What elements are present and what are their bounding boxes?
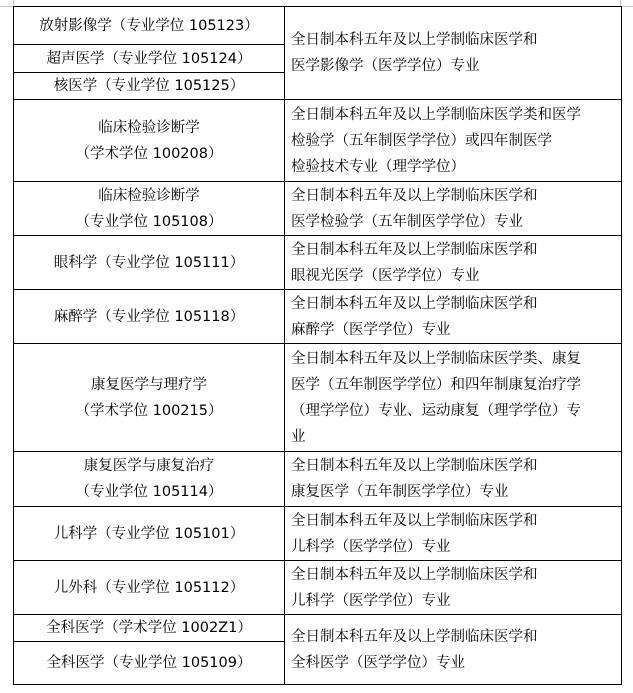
requirement-line: 全日制本科五年及以上学制临床医学和: [291, 187, 538, 204]
requirement-line: 医学影像学（医学学位）专业: [291, 58, 480, 74]
requirement-line: 检验学（五年制医学学位）或四年制医学: [291, 132, 552, 149]
major-name: 临床检验诊断学: [98, 119, 200, 136]
requirement-line: 康复医学（五年制医学学位）专业: [291, 484, 509, 500]
requirement-line: 眼视光医学（医学学位）专业: [291, 267, 480, 284]
crop-mark-top-right-h: [621, 6, 633, 7]
major-name: 核医学（专业学位 105125）: [53, 78, 245, 94]
requirement-line: 全日制本科五年及以上学制临床医学和: [291, 241, 538, 258]
major-name: 康复医学与理疗学: [91, 376, 207, 393]
major-name: 临床检验诊断学: [98, 187, 200, 204]
requirement-cell: [285, 7, 622, 100]
requirement-line: 全科医学（医学学位）专业: [291, 654, 465, 671]
requirement-line: 麻醉学（医学学位）专业: [291, 321, 451, 338]
major-cell: [14, 615, 285, 642]
requirement-line: 全日制本科五年及以上学制临床医学类和医学: [291, 106, 581, 123]
major-name: 儿科学（专业学位 105101）: [53, 525, 245, 542]
table-row: [14, 7, 622, 45]
table-row: [14, 615, 622, 642]
major-cell: [14, 73, 285, 100]
table-row: [14, 100, 622, 182]
requirement-line: 儿科学（医学学位）专业: [291, 538, 451, 555]
requirement-cell: [285, 182, 622, 236]
degree-code: （学术学位 100208）: [75, 145, 223, 162]
requirement-line: 全日制本科五年及以上学制临床医学和: [291, 458, 538, 474]
major-name: 儿外科（专业学位 105112）: [53, 579, 245, 596]
table-row: [14, 236, 622, 290]
requirement-cell: [285, 236, 622, 290]
requirement-cell: [285, 507, 622, 561]
requirement-line: （理学学位）专业、运动康复（理学学位）专: [291, 402, 581, 419]
major-name: 全科医学（专业学位 105109）: [46, 655, 252, 671]
major-cell: [14, 452, 285, 507]
major-name: 超声医学（专业学位 105124）: [46, 50, 252, 67]
requirement-cell: [285, 615, 622, 685]
major-cell: [14, 290, 285, 344]
major-cell: [14, 344, 285, 452]
requirement-cell: [285, 290, 622, 344]
major-cell: [14, 561, 285, 615]
requirement-cell: [285, 100, 622, 182]
degree-code: （专业学位 105108）: [75, 213, 223, 230]
requirement-line: 全日制本科五年及以上学制临床医学和: [291, 566, 538, 583]
table-row: [14, 344, 622, 452]
requirement-line: 全日制本科五年及以上学制临床医学和: [291, 32, 538, 48]
requirement-cell: [285, 344, 622, 452]
requirement-cell: [285, 561, 622, 615]
requirement-line: 全日制本科五年及以上学制临床医学类、康复: [291, 350, 581, 367]
major-name: 放射影像学（专业学位 105123）: [39, 17, 259, 34]
major-cell: [14, 236, 285, 290]
requirement-line: 医学检验学（五年制医学学位）专业: [291, 213, 523, 230]
major-cell: [14, 507, 285, 561]
degree-code: （专业学位 105114）: [75, 484, 223, 500]
major-cell: [14, 100, 285, 182]
requirement-line: 医学（五年制医学学位）和四年制康复治疗学: [291, 376, 581, 393]
crop-mark-top-left-h: [0, 6, 13, 7]
requirement-line: 全日制本科五年及以上学制临床医学和: [291, 295, 538, 312]
major-name: 麻醉学（专业学位 105118）: [53, 308, 245, 325]
degree-code: （学术学位 100215）: [75, 402, 223, 419]
major-cell: [14, 7, 285, 45]
requirement-line: 全日制本科五年及以上学制临床医学和: [291, 512, 538, 529]
major-cell: [14, 45, 285, 73]
requirement-line: 业: [291, 428, 306, 445]
requirement-cell: [285, 452, 622, 507]
table-row: [14, 290, 622, 344]
admission-requirements-table: [13, 6, 622, 685]
table-row: [14, 182, 622, 236]
major-cell: [14, 182, 285, 236]
major-name: 康复医学与康复治疗: [83, 458, 215, 474]
table-row: [14, 452, 622, 507]
major-name: 全科医学（学术学位 1002Z1）: [46, 620, 252, 636]
major-cell: [14, 642, 285, 685]
major-name: 眼科学（专业学位 105111）: [53, 254, 245, 271]
table-row: [14, 507, 622, 561]
requirement-line: 检验技术专业（理学学位）: [291, 158, 465, 175]
table-row: [14, 561, 622, 615]
requirement-line: 全日制本科五年及以上学制临床医学和: [291, 628, 538, 645]
requirement-line: 儿科学（医学学位）专业: [291, 592, 451, 609]
